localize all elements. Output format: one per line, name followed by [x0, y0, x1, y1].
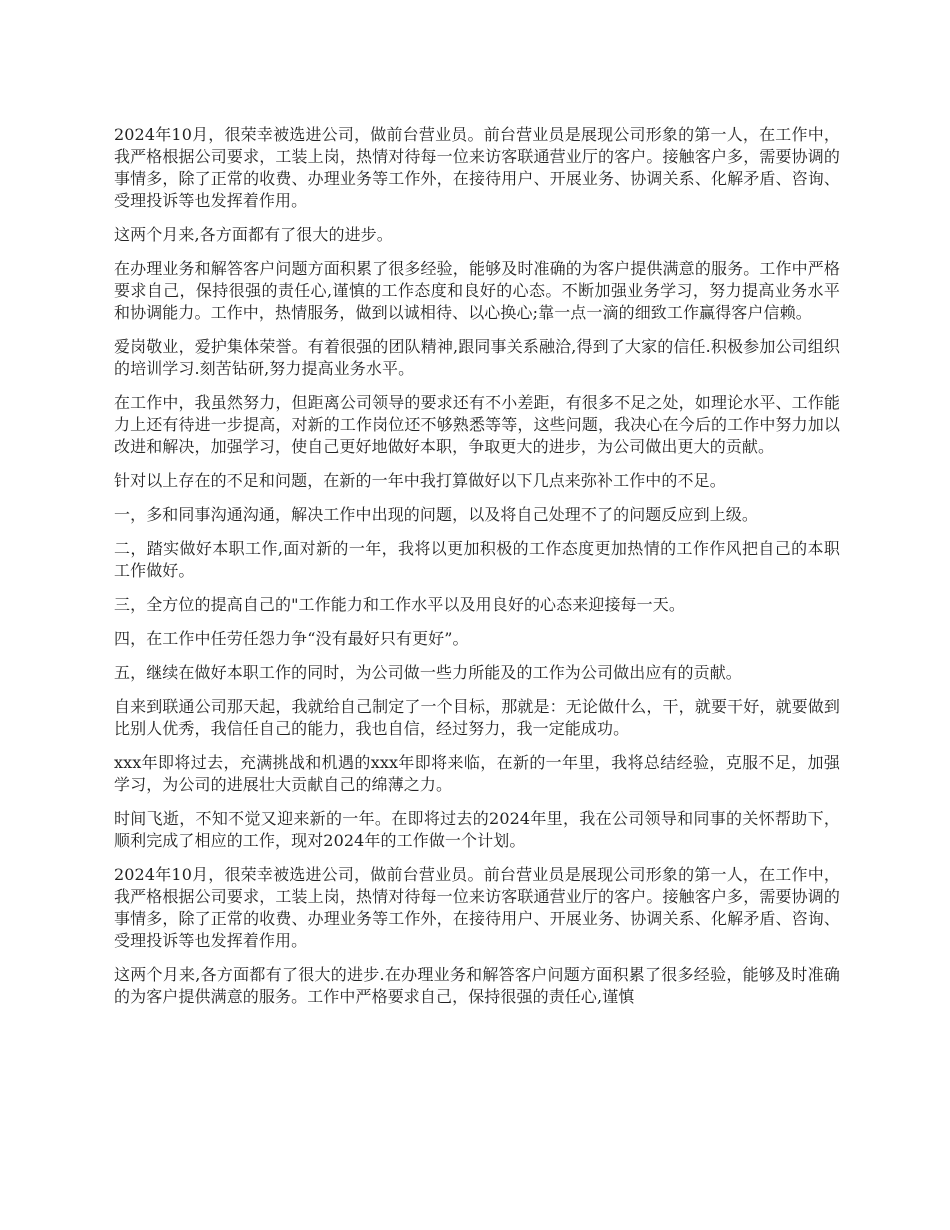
paragraph: 五，继续在做好本职工作的同时，为公司做一些力所能及的工作为公司做出应有的贡献。: [114, 663, 742, 682]
document-body: [114, 124, 840, 1020]
paragraph: xxx年即将过去，充满挑战和机遇的xxx年即将来临，在新的一年里，我将总结经验，克服不足，加强学习，为公司的进展壮大贡献自己的绵薄之力。: [114, 753, 840, 794]
paragraph: 这两个月来,各方面都有了很大的进步。: [114, 225, 393, 244]
paragraph: 爱岗敬业，爱护集体荣誉。有着很强的团队精神,跟同事关系融洽,得到了大家的信任.积极参加公司组织的培训学习.刻苦钻研,努力提高业务水平。: [114, 337, 840, 378]
paragraph: 针对以上存在的不足和问题，在新的一年中我打算做好以下几点来弥补工作中的不足。: [114, 471, 726, 490]
paragraph: 在办理业务和解答客户问题方面积累了很多经验，能够及时准确的为客户提供满意的服务。工作中严格要求自己，保持很强的责任心,谨慎的工作态度和良好的心态。不断加强业务学习，努力提高业务水平和协调能力。工作中，热情服务，做到以诚相待、以心换心;靠一点一滴的细致工作赢得客户信赖。: [114, 259, 840, 322]
paragraph: 在工作中，我虽然努力，但距离公司领导的要求还有不小差距，有很多不足之处，如理论水平、工作能力上还有待进一步提高，对新的工作岗位还不够熟悉等等，这些问题，我决心在今后的工作中努力加以改进和解决，加强学习，使自己更好地做好本职，争取更大的进步，为公司做出更大的贡献。: [114, 393, 840, 456]
paragraph: 这两个月来,各方面都有了很大的进步.在办理业务和解答客户问题方面积累了很多经验，能够及时准确的为客户提供满意的服务。工作中严格要求自己，保持很强的责任心,谨慎: [114, 965, 840, 1006]
paragraph: 四，在工作中任劳任怨力争“没有最好只有更好”。: [114, 629, 469, 648]
paragraph: 时间飞逝，不知不觉又迎来新的一年。在即将过去的2024年里，我在公司领导和同事的关怀帮助下，顺利完成了相应的工作，现对2024年的工作做一个计划。: [114, 809, 840, 850]
paragraph: 二，踏实做好本职工作,面对新的一年，我将以更加积极的工作态度更加热情的工作作风把自己的本职工作做好。: [114, 539, 840, 580]
paragraph: 2024年10月，很荣幸被选进公司，做前台营业员。前台营业员是展现公司形象的第一人，在工作中，我严格根据公司要求，工装上岗，热情对待每一位来访客联通营业厅的客户。接触客户多，需要协调的事情多，除了正常的收费、办理业务等工作外，在接待用户、开展业务、协调关系、化解矛盾、咨询、受理投诉等也发挥着作用。: [114, 125, 840, 210]
paragraph: 2024年10月，很荣幸被选进公司，做前台营业员。前台营业员是展现公司形象的第一人，在工作中，我严格根据公司要求，工装上岗，热情对待每一位来访客联通营业厅的客户。接触客户多，需要协调的事情多，除了正常的收费、办理业务等工作外，在接待用户、开展业务、协调关系、化解矛盾、咨询、受理投诉等也发挥着作用。: [114, 865, 840, 950]
paragraph: 三，全方位的提高自己的"工作能力和工作水平以及用良好的心态来迎接每一天。: [114, 595, 685, 614]
paragraph: 自来到联通公司那天起，我就给自己制定了一个目标，那就是：无论做什么，干，就要干好，就要做到比别人优秀，我信任自己的能力，我也自信，经过努力，我一定能成功。: [114, 697, 840, 738]
paragraph: 一，多和同事沟通沟通，解决工作中出现的问题，以及将自己处理不了的问题反应到上级。: [114, 505, 759, 524]
